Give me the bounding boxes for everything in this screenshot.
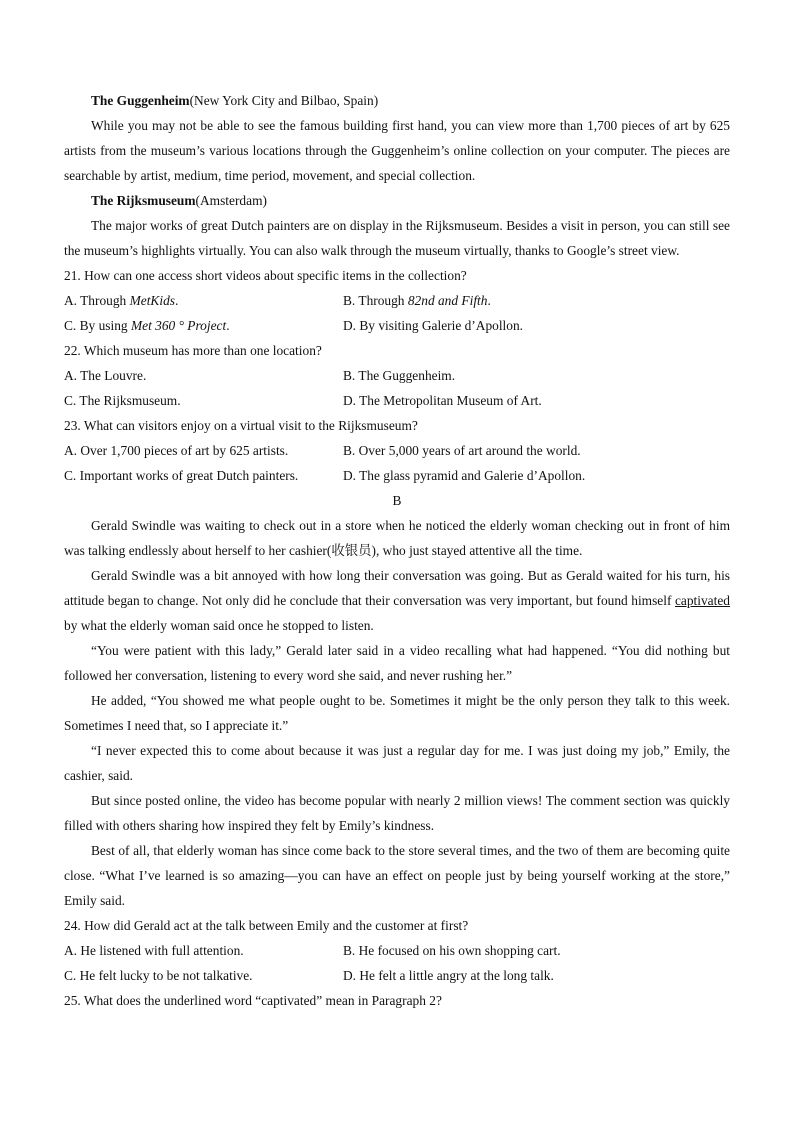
passage-paragraph: Best of all, that elderly woman has since come back to the store several times, and the two of them are becoming quite close. “What I’ve learned is so amazing—you can have an effect on people just by being yourself working at the store,” Emily said. bbox=[64, 843, 730, 908]
option-c[interactable]: C. By using Met 360 ° Project. bbox=[64, 318, 230, 333]
question-stem: 22. Which museum has more than one location? bbox=[64, 343, 322, 358]
option-d[interactable]: D. The Metropolitan Museum of Art. bbox=[343, 393, 542, 408]
passage-paragraph: “I never expected this to come about because it was just a regular day for me. I was just doing my job,” Emily, the cashier, said. bbox=[64, 743, 730, 783]
option-c[interactable]: C. He felt lucky to be not talkative. bbox=[64, 968, 253, 983]
passage-paragraph: Gerald Swindle was waiting to check out in a store when he noticed the elderly woman checking out in front of him was talking endlessly about herself to her cashier(收银员), who just stayed attentive all the time. bbox=[64, 518, 730, 558]
option-row bbox=[64, 963, 730, 988]
guggenheim-heading bbox=[64, 88, 730, 113]
museum-location: (Amsterdam) bbox=[195, 193, 267, 208]
option-row bbox=[64, 363, 730, 388]
museum-name: The Rijksmuseum bbox=[91, 193, 196, 208]
museum-name: The Guggenheim bbox=[91, 93, 190, 108]
rijksmuseum-paragraph: The major works of great Dutch painters are on display in the Rijksmuseum. Besides a visit in person, you can still see the museum’s highlights virtually. You can also walk through the museum virtually, thanks to Google’s street view. bbox=[64, 218, 730, 258]
passage-paragraph: But since posted online, the video has become popular with nearly 2 million views! The comment section was quickly filled with others sharing how inspired they felt by Emily’s kindness. bbox=[64, 793, 730, 833]
option-b[interactable]: B. He focused on his own shopping cart. bbox=[343, 943, 561, 958]
option-a[interactable]: A. He listened with full attention. bbox=[64, 943, 244, 958]
question-stem: 25. What does the underlined word “captivated” mean in Paragraph 2? bbox=[64, 993, 442, 1008]
passage-paragraph: “You were patient with this lady,” Gerald later said in a video recalling what had happened. “You did nothing but followed her conversation, listening to every word she said, and never rushing her.” bbox=[64, 643, 730, 683]
option-row bbox=[64, 388, 730, 413]
passage-paragraph: He added, “You showed me what people ought to be. Sometimes it might be the only person they talk to this week. Sometimes I need that, so I appreciate it.” bbox=[64, 693, 730, 733]
option-a[interactable]: A. Over 1,700 pieces of art by 625 artists. bbox=[64, 443, 289, 458]
option-row bbox=[64, 438, 730, 463]
option-row bbox=[64, 938, 730, 963]
option-a[interactable]: A. The Louvre. bbox=[64, 368, 147, 383]
option-d[interactable]: D. The glass pyramid and Galerie d’Apollon. bbox=[343, 468, 586, 483]
option-b[interactable]: B. Over 5,000 years of art around the world. bbox=[343, 443, 581, 458]
passage-paragraph: Gerald Swindle was a bit annoyed with how long their conversation was going. But as Gerald waited for his turn, his attitude began to change. Not only did he conclude that their conversation was very important, but found himself captivated by what the elderly woman said once he stopped to listen. bbox=[64, 568, 730, 633]
museum-location: (New York City and Bilbao, Spain) bbox=[189, 93, 379, 108]
question-stem: 23. What can visitors enjoy on a virtual visit to the Rijksmuseum? bbox=[64, 418, 418, 433]
section-b-label: B bbox=[392, 493, 402, 508]
option-c[interactable]: C. Important works of great Dutch painters. bbox=[64, 468, 299, 483]
option-b[interactable]: B. Through 82nd and Fifth. bbox=[343, 293, 491, 308]
option-b[interactable]: B. The Guggenheim. bbox=[343, 368, 456, 383]
question-stem: 24. How did Gerald act at the talk between Emily and the customer at first? bbox=[64, 918, 469, 933]
option-a[interactable]: A. Through MetKids. bbox=[64, 293, 179, 308]
option-row bbox=[64, 288, 730, 313]
rijksmuseum-heading bbox=[64, 188, 730, 213]
option-row bbox=[64, 313, 730, 338]
exam-page bbox=[64, 88, 730, 1013]
option-d[interactable]: D. By visiting Galerie d’Apollon. bbox=[343, 318, 524, 333]
question-stem: 21. How can one access short videos about specific items in the collection? bbox=[64, 268, 467, 283]
option-c[interactable]: C. The Rijksmuseum. bbox=[64, 393, 181, 408]
option-row bbox=[64, 463, 730, 488]
option-d[interactable]: D. He felt a little angry at the long talk. bbox=[343, 968, 554, 983]
underlined-word: captivated bbox=[674, 593, 730, 608]
guggenheim-paragraph: While you may not be able to see the famous building first hand, you can view more than 1,700 pieces of art by 625 artists from the museum’s various locations through the Guggenheim’s online collection on your computer. The pieces are searchable by artist, medium, time period, movement, and special collection. bbox=[64, 118, 730, 183]
